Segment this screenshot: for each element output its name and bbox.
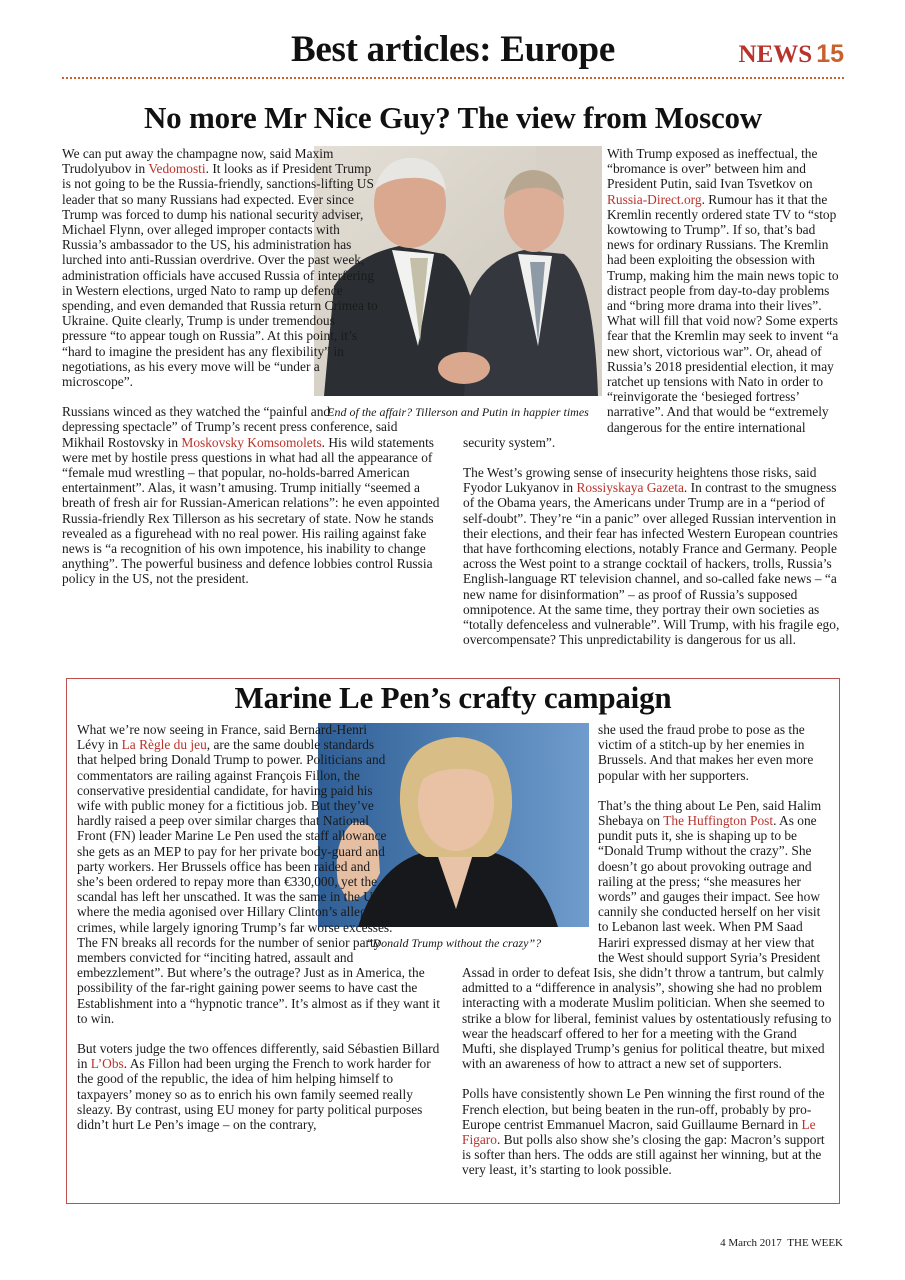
source-huffington-post: The Huffington Post	[663, 813, 774, 829]
issue-date: 4 March 2017	[720, 1237, 782, 1249]
text-run: The West’s growing sense of insecurity heightens those risks, said Fyodor Lukyanov in	[463, 465, 817, 496]
source-le-figaro: Le Figaro	[462, 1116, 816, 1148]
text-run: But voters judge the two offences differently, said Sébastien Billard in	[77, 1041, 440, 1072]
text-run: Polls have consistently shown Le Pen winning the first round of the French election, but being beaten in the run-off, probably by pro-Europe centrist Emmanuel Macron, said Guillaume Bernard in	[462, 1086, 825, 1132]
publication-name: THE WEEK	[787, 1237, 843, 1249]
text-run: , are the same double standards that helped bring Donald Trump to power. Politicians and commentators are railing against François Fillon, the conservative presidential candidate, for having paid his wife with public money for a fictitious job. But they’ve hardly raised a peep over similar charges that National Front (FN) leader Marine Le Pen used the staff allowance she gets as an MEP to pay for her private body-guard and party workers. Her Brussels office has been raided and she’s been ordered to repay more than €330,000, yet the scandal has left her unscathed. It was the same in the US, where the media agonised over Hillary Clinton’s alleged crimes, while largely ignoring Trump’s far worse excesses. The FN breaks all records for the number of senior party members convicted for “inciting hatred, assault and embezzlement”. But where’s the outrage? Just as in America, the possibility of the far-right gaining power seems to have cast the Establishment into a “hypnotic trance”. It’s almost as if they want it to win.	[77, 737, 440, 1026]
text-run: . As one pundit puts it, she is shaping up to be “Donald Trump without the crazy”. She doesn’t go about provoking outrage and railing at the press; “she measures her words” and gauges their impact. See how cannily she conducted herself on her visit to Lebanon last week. When PM Saad Hariri expressed dismay at her view that the West should support Syria’s President Assad in order to defeat Isis, she didn’t throw a tantrum, but calmly admitted to a “difference in analysis”, showing she had no problem interacting with a moderate Muslim politician. When she seemed to strike a blow for liberal, feminist values by ostentatiously refusing to wear the headscarf offered to her for a meeting with the Grand Mufti, she displayed Trump’s genius for political theatre, but mixed with an awareness of how to attract a new set of supporters.	[462, 813, 832, 1072]
source-moskovsky-komsomolets: Moskovsky Komsomolets	[181, 434, 322, 450]
section-tag	[739, 40, 844, 69]
text-run: That’s the thing about Le Pen, said Halim Shebaya on	[598, 797, 822, 829]
lepen-paragraph-2	[77, 1041, 447, 1132]
source-russia-direct: Russia-Direct.org	[607, 191, 702, 207]
source-vedomosti: Vedomosti	[148, 161, 206, 177]
text-run: . As Fillon had been urging the French to work harder for the good of the republic, the idea of him helping himself to taxpayers’ money so as to enrich his own family seemed really sleazy. By contrast, using EU money for party political purposes didn’t hurt Le Pen’s image – on the contrary,	[77, 1056, 431, 1133]
photo-wrap-spacer	[463, 146, 607, 430]
source-rossiyskaya-gazeta: Rossiyskaya Gazeta	[576, 480, 684, 496]
moscow-left-column	[62, 146, 443, 587]
moscow-photo-caption: End of the affair? Tillerson and Putin in happier times	[327, 405, 589, 419]
page-title: Best articles: Europe	[291, 29, 615, 70]
section-name: NEWS	[738, 41, 813, 68]
page-footer	[720, 1237, 843, 1249]
lepen-paragraph-1	[77, 722, 447, 1026]
moscow-headline: No more Mr Nice Guy? The view from Moscow	[144, 100, 762, 135]
text-run: Russians winced as they watched the “painful and depressing spectacle” of Trump’s recent press conference, said Mikhail Rostovsky in	[62, 404, 398, 450]
lepen-paragraph-3: she used the fraud probe to pose as the victim of a stitch-up by her enemies in Brussels. And that makes her even more popular with her supporters.	[598, 722, 814, 783]
photo-wrap-spacer	[462, 722, 598, 964]
text-run: With Trump exposed as ineffectual, the “bromance is over” between him and President Putin, said Ivan Tsvetkov on	[607, 146, 818, 192]
page-number: 15	[816, 40, 844, 68]
text-run: . But polls also show she’s closing the gap: Macron’s support is softer than hers. The odds are still against her winning, but at the very least, it’s starting to look possible.	[462, 1132, 825, 1178]
text-run: . It looks as if President Trump is not going to be the Russia-friendly, sanctions-lifting US leader that so many Russians had expected. Ever since Trump was forced to dump his national security adviser, Michael Flynn, over alleged improper contacts with Russia’s ambassador to the US, his administration has lurched into anti-Russian overdrive. Over the past week, administration officials have accused Russia of interfering in Western elections, urged Nato to ramp up defence spending, and even demanded that Russia return Crimea to Ukraine. Quite clearly, Trump is under tremendous pressure “to appear tough on Russia”. At this point, it’s “hard to imagine the president has any flexibility” in negotiations, as his every move will be “under a microscope”.	[62, 161, 378, 390]
header-divider	[62, 77, 844, 79]
text-run: We can put away the champagne now, said Maxim Trudolyubov in	[62, 146, 334, 177]
moscow-paragraph-2	[62, 404, 443, 586]
text-run: . Rumour has it that the Kremlin recently ordered state TV to “stop kowtowing to Trump”. If so, that’s bad news for ordinary Russians. The Kremlin had been exploiting the obsession with Trump, making him the main news topic to distract people from day-to-day problems and “bring more drama into their lives”. What will fill that void now? Some experts fear that the Kremlin may seek to invent “a new short, victorious war”. Or, ahead of Russia’s 2018 presidential election, it may ratchet up tensions with Nato in order to “reinvigorate the ‘besieged fortress’ narrative”. And that would be “extremely dangerous for the entire international security system”.	[463, 191, 839, 450]
source-la-regle-du-jeu: La Règle du jeu	[121, 737, 207, 753]
lepen-photo-caption: “Donald Trump without the crazy”?	[365, 936, 542, 950]
text-run: What we’re now seeing in France, said Bernard-Henri Lévy in	[77, 722, 368, 753]
lepen-headline: Marine Le Pen’s crafty campaign	[234, 680, 672, 715]
source-lobs: L’Obs	[90, 1056, 124, 1072]
lepen-paragraph-5	[462, 1086, 832, 1177]
text-run: . His wild statements were met by hostile press questions in what had all the appearance of “female mud wrestling – that popular, no-holds-barred American entertainment”. Alas, it wasn’t amusing. Trump initially “seemed a breath of fresh air for Russian-American relations”: he even appointed Russia-friendly Rex Tillerson as his secretary of state. Now he stands revealed as a figurehead with no real power. His railing against fake news is “a recognition of his own impotence, his inability to change anything”. The powerful business and defence lobbies control Russia policy in the US, not the president.	[62, 434, 440, 587]
moscow-right-column	[463, 146, 844, 648]
page-header	[62, 24, 844, 80]
lepen-right-column	[462, 722, 832, 1178]
lepen-left-column	[77, 722, 447, 1132]
text-run: . In contrast to the smugness of the Obama years, the Americans under Trump are in a “period of self-doubt”. They’re “in a panic” over alleged Russian intervention in their elections, and their fear has infected Western European countries that have forthcoming elections, notably France and Germany. People across the West point to a strange cocktail of hackers, trolls, Russia’s English-language RT television channel, and so-called fake news – “a new name for disinformation” – as proof of Russia’s supposed omnipotence. At the same time, they portray their own societies as “totally defenceless and vulnerable”. Will Trump, with his fragile ego, overcompensate? This unpredictability is dangerous for us all.	[463, 480, 840, 648]
moscow-paragraph-4	[463, 465, 844, 647]
